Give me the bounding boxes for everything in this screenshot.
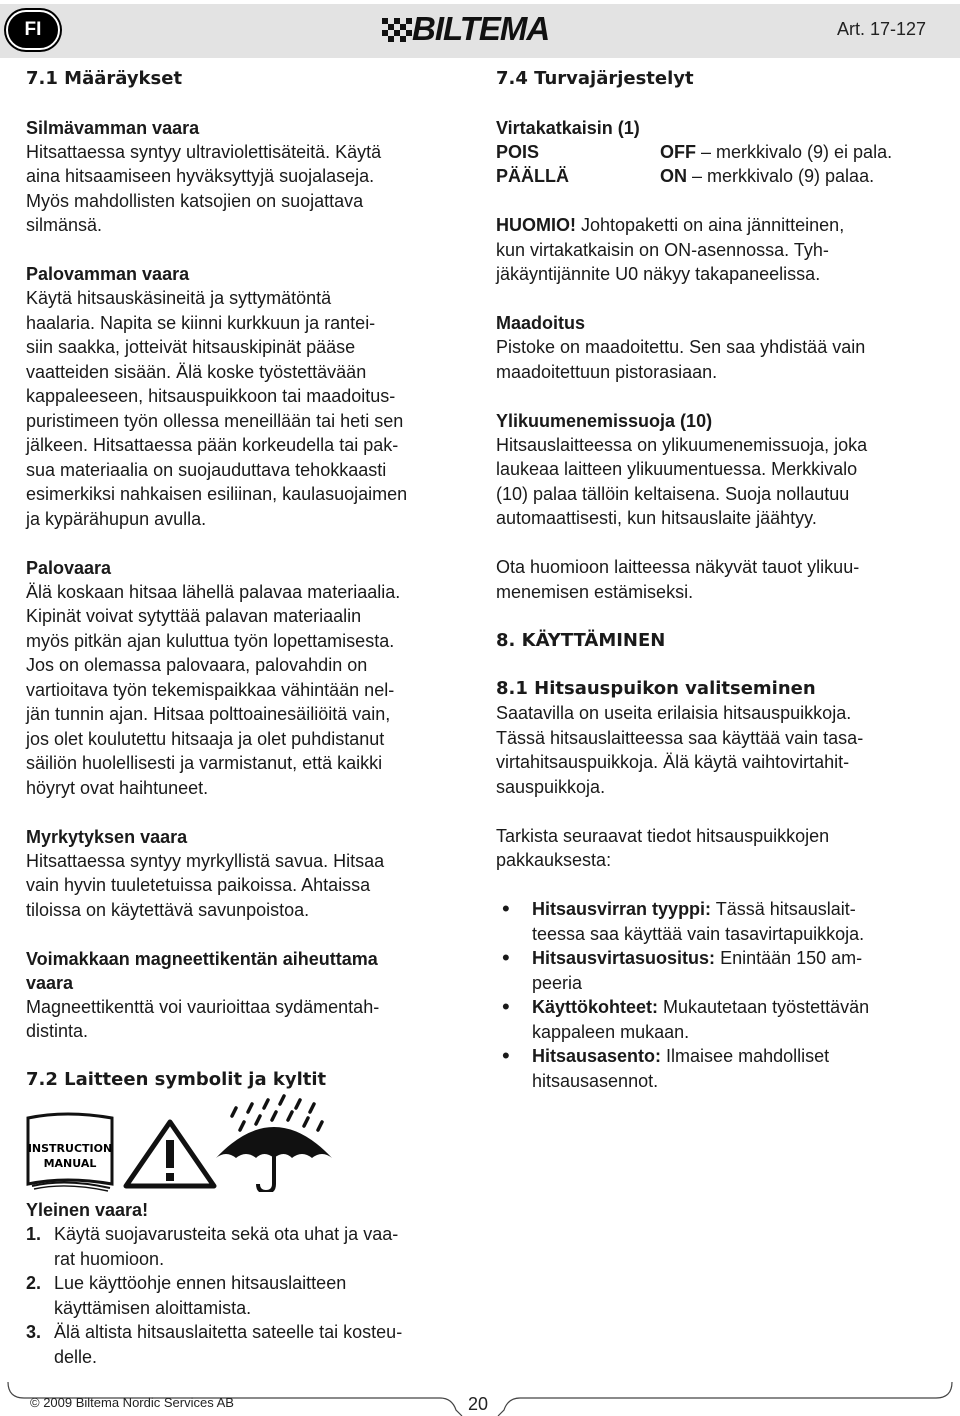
section-title-symbols: 7.2 Laitteen symbolit ja kyltit <box>26 1069 327 1090</box>
poison-line: tiloissa on käytettävä savunpoistoa. <box>26 899 310 920</box>
fire-line: höyryt ovat haihtuneet. <box>26 777 209 798</box>
burn-line: puristimeen työn ollessa meneillään tai heti sen <box>26 410 404 431</box>
ground-line: maadoitettuun pistorasiaan. <box>496 361 718 382</box>
burn-line: ja kypärähupun avulla. <box>26 508 207 529</box>
switch-row-on: PÄÄLLÄ ON – merkkivalo (9) palaa. <box>496 166 875 186</box>
burn-line: vaatteiden sisään. Älä koske työstettävään <box>26 361 367 382</box>
fire-line: jos olet koulutettu hitsaaja ja olet puhdistanut <box>26 728 385 749</box>
list-item: • Hitsausasento: Ilmaisee mahdolliset hitsausasennot. <box>496 1044 936 1093</box>
fire-line: vartioitava työn tekemispaikkaa vähintään nel- <box>26 679 395 700</box>
burn-line: Käytä hitsauskäsineitä ja syttymätöntä <box>26 288 332 308</box>
copyright: © 2009 Biltema Nordic Services AB <box>30 1395 234 1410</box>
switch-title: Virtakatkaisin (1) <box>496 117 640 138</box>
brand-name: BILTEMA <box>412 10 550 47</box>
fire-line: Kipinät voivat sytyttää palavan materiaalin <box>26 606 362 626</box>
electrode-title: 8.1 Hitsauspuikon valitseminen <box>496 678 816 699</box>
fire-line: Älä koskaan hitsaa lähellä palavaa materiaalia. <box>26 581 401 602</box>
list-item: • Käyttökohteet: Mukautetaan työstettävän kappaleen mukaan. <box>496 995 936 1044</box>
general-hazard-list <box>26 1222 476 1369</box>
overheat-line: Hitsauslaitteessa on ylikuumenemissuoja, joka <box>496 434 868 455</box>
switch-row-off: POIS OFF – merkkivalo (9) ei pala. <box>496 141 893 162</box>
section-title-safety: 7.4 Turvajärjestelyt <box>496 68 694 89</box>
list-item: 3. Älä altista hitsauslaitetta sateelle tai kosteu- delle. <box>26 1322 403 1367</box>
page-number: 20 <box>468 1394 489 1414</box>
eye-line: Hitsattaessa syntyy ultraviolettisäteitä. Käytä <box>26 141 382 162</box>
device-symbols <box>26 1092 356 1192</box>
list-item: 1. Käytä suojavarusteita sekä ota uhat ja vaa- rat huomioon. <box>26 1224 399 1269</box>
note-line: jäkäyntijännite U0 näkyy takapaneelissa. <box>496 264 821 284</box>
fire-line: Jos on olemassa palovaara, palovahdin on <box>26 655 368 675</box>
overheat-line: automaattisesti, kun hitsauslaite jäähtyy. <box>496 508 817 528</box>
magnet-hazard-title: vaara <box>26 972 74 993</box>
overheat-title: Ylikuumenemissuoja (10) <box>496 410 713 431</box>
umbrella-rain-icon <box>216 1096 332 1192</box>
right-column <box>496 66 936 1093</box>
check-line: pakkauksesta: <box>496 850 612 870</box>
fire-line: säiliön huolellisesti ja varmistanut, että kaikki <box>26 753 383 773</box>
electrode-line: virtahitsauspuikkoja. Älä käytä vaihtovirtahit- <box>496 752 850 772</box>
note-line: kun virtakatkaisin on ON-asennossa. Tyh- <box>496 239 829 260</box>
burn-line: esimerkiksi nahkaisen esiliinan, kaulasuojaimen <box>26 484 408 504</box>
poison-line: Hitsattaessa syntyy myrkyllistä savua. Hitsaa <box>26 850 385 871</box>
eye-line: aina hitsaamiseen hyväksyttyjä suojalaseja. <box>26 166 375 186</box>
instruction-manual-icon <box>28 1114 112 1191</box>
general-hazard-block <box>26 1198 476 1369</box>
overheat-line: (10) palaa tällöin keltaisena. Suoja nollautuu <box>496 483 850 504</box>
language-badge <box>4 8 62 52</box>
poison-line: vain hyvin tuuletetuissa paikoissa. Ahtaissa <box>26 875 371 895</box>
eye-line: silmänsä. <box>26 215 103 235</box>
burn-hazard-title: Palovamman vaara <box>26 264 190 284</box>
left-column <box>26 66 476 1092</box>
overheat-line: laukeaa laitteen ylikuumentuessa. Merkkivalo <box>496 459 858 479</box>
general-hazard-title: Yleinen vaara! <box>26 1200 149 1220</box>
pause-line: menemisen estämiseksi. <box>496 581 694 602</box>
electrode-line: Tässä hitsauslaitteessa saa käyttää vain tasa- <box>496 727 864 748</box>
fire-line: myös pitkän ajan kuluttua työn lopettamisesta. <box>26 630 395 651</box>
manual-icon-text: MANUAL <box>43 1157 97 1170</box>
burn-line: haalaria. Napita se kiinni kurkkuun ja rantei- <box>26 312 376 333</box>
check-line: Tarkista seuraavat tiedot hitsauspuikkojen <box>496 825 830 846</box>
list-item: • Hitsausvirtasuositus: Enintään 150 am- peeria <box>496 946 936 995</box>
electrode-info-list <box>496 897 936 1093</box>
eye-hazard-title: Silmävamman vaara <box>26 117 200 138</box>
poison-hazard-title: Myrkytyksen vaara <box>26 826 188 847</box>
ground-line: Pistoke on maadoitettu. Sen saa yhdistää vain <box>496 337 866 357</box>
magnet-line: Magneettikenttä voi vaurioittaa sydämentah- <box>26 996 380 1017</box>
magnet-hazard-title: Voimakkaan magneettikentän aiheuttama <box>26 948 378 969</box>
eye-line: Myös mahdollisten katsojien on suojattava <box>26 190 364 211</box>
burn-line: jälkeen. Hitsattaessa pään korkeudella tai pak- <box>26 435 399 455</box>
warning-triangle-icon <box>126 1122 214 1186</box>
burn-line: kappaleeseen, hitsauspuikkoon tai maadoitus- <box>26 386 396 406</box>
burn-line: siin saakka, jotteivät hitsauskipinät pääse <box>26 337 356 357</box>
pause-line: Ota huomioon laitteessa näkyvät tauot ylikuu- <box>496 557 860 577</box>
language-code: FI <box>6 10 60 50</box>
note-line: HUOMIO! Johtopaketti on aina jännitteinen, <box>496 215 845 235</box>
list-item: • Hitsausvirran tyyppi: Tässä hitsauslait- teessa saa käyttää vain tasavirtapuikkoja. <box>496 897 936 946</box>
list-item: 2. Lue käyttöohje ennen hitsauslaitteen käyttämisen aloittamista. <box>26 1273 347 1318</box>
burn-line: sua materiaalia on suojauduttava tehokkaasti <box>26 459 387 480</box>
electrode-line: Saatavilla on useita erilaisia hitsauspuikkoja. <box>496 703 852 723</box>
manual-icon-text: INSTRUCTION <box>27 1142 113 1155</box>
article-number: Art. 17-127 <box>836 19 926 39</box>
fire-line: jän tunnin ajan. Hitsaa polttoainesäiliöitä vain, <box>26 704 391 724</box>
section-title-usage: 8. KÄYTTÄMINEN <box>496 629 666 651</box>
ground-title: Maadoitus <box>496 313 586 333</box>
electrode-line: sauspuikkoja. <box>496 776 606 797</box>
section-title-regulations: 7.1 Määräykset <box>26 68 183 89</box>
magnet-line: distinta. <box>26 1021 89 1041</box>
fire-hazard-title: Palovaara <box>26 557 112 578</box>
